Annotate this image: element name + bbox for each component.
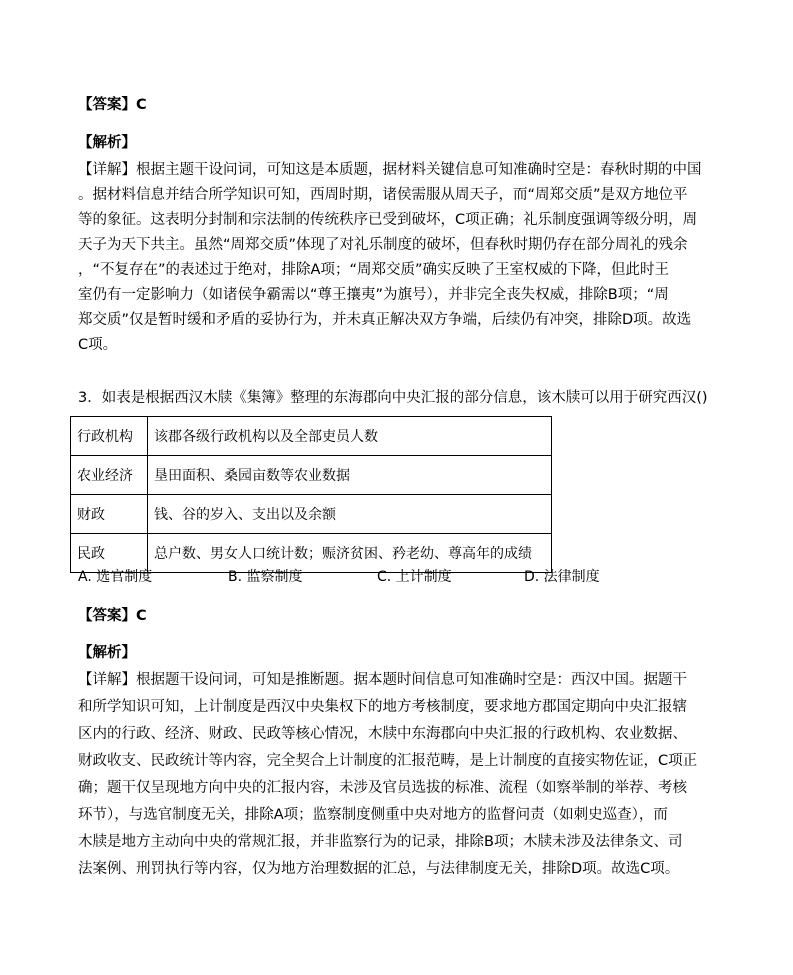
q3-option-b: B. 监察制度	[228, 569, 303, 585]
table-cell-key: 民政	[71, 534, 148, 573]
q3-question-stem: 3．如表是根据西汉木牍《集簿》整理的东海郡向中央汇报的部分信息，该木牍可以用于研究西汉()	[78, 390, 708, 406]
table-cell-key: 行政机构	[71, 417, 148, 456]
table-cell-value: 垦田面积、桑园亩数等农业数据	[148, 456, 552, 495]
q3-analysis-line: 确；题干仅呈现地方向中央的汇报内容，未涉及官员选拔的标准、流程（如察举制的举荐、考核	[78, 780, 687, 796]
q2-analysis-line: ，“不复存在”的表述过于绝对，排除A项；“周郑交质”确实反映了王室权威的下降，但此时王	[78, 262, 669, 278]
q2-analysis-line: 郑交质”仅是暂时缓和矛盾的妥协行为，并未真正解决双方争端，后续仍有冲突，排除D项。故选	[78, 312, 692, 328]
q3-option-d: D. 法律制度	[524, 569, 600, 585]
q2-analysis-line: 天子为天下共主。虽然“周郑交质”体现了对礼乐制度的破坏，但春秋时期仍存在部分周礼的残余	[78, 237, 688, 253]
q2-answer-label: 【答案】C	[78, 97, 147, 113]
table-cell-value: 总户数、男女人口统计数；赈济贫困、矜老幼、尊高年的成绩	[148, 534, 552, 573]
table-row	[71, 417, 552, 456]
q3-option-c: C. 上计制度	[377, 569, 452, 585]
table-cell-key: 农业经济	[71, 456, 148, 495]
table-row	[71, 495, 552, 534]
q3-analysis-line: 法案例、刑罚执行等内容，仅为地方治理数据的汇总，与法律制度无关，排除D项。故选C项。	[78, 861, 680, 877]
q3-data-table	[70, 416, 552, 573]
table-row	[71, 456, 552, 495]
q2-analysis-line: 【详解】根据主题干设问词，可知这是本质题，据材料关键信息可知准确时空是：春秋时期的中国	[78, 162, 702, 178]
q3-analysis-line: 区内的行政、经济、财政、民政等核心情况，木牍中东海郡向中央汇报的行政机构、农业数据、	[78, 726, 687, 742]
q3-analysis-line: 财政收支、民政统计等内容，完全契合上计制度的汇报范畴，是上计制度的直接实物佐证，C项正	[78, 753, 698, 769]
q2-analysis-label: 【解析】	[78, 135, 136, 151]
q3-answer-label: 【答案】C	[78, 608, 147, 624]
table-cell-key: 财政	[71, 495, 148, 534]
q2-analysis-line: C项。	[78, 337, 118, 353]
q3-analysis-line: 木牍是地方主动向中央的常规汇报，并非监察行为的记录，排除B项；木牍未涉及法律条文、司	[78, 834, 683, 850]
table-cell-value: 该郡各级行政机构以及全部吏员人数	[148, 417, 552, 456]
q2-analysis-line: 等的象征。这表明分封制和宗法制的传统秩序已受到破坏，C项正确；礼乐制度强调等级分明，周	[78, 212, 698, 228]
q3-option-a: A. 选官制度	[78, 569, 153, 585]
q3-analysis-label: 【解析】	[78, 645, 136, 661]
table-cell-value: 钱、谷的岁入、支出以及余额	[148, 495, 552, 534]
q2-analysis-line: 。据材料信息并结合所学知识可知，西周时期，诸侯需服从周天子，而“周郑交质”是双方地位平	[78, 187, 688, 203]
q3-analysis-line: 环节），与选官制度无关，排除A项；监察制度侧重中央对地方的监督问责（如刺史巡查），而	[78, 807, 668, 823]
q3-analysis-line: 和所学知识可知，上计制度是西汉中央集权下的地方考核制度，要求地方郡国定期向中央汇报辖	[78, 699, 687, 715]
q3-analysis-line: 【详解】根据题干设问词，可知是推断题。据本题时间信息可知准确时空是：西汉中国。据题干	[78, 672, 687, 688]
q2-analysis-line: 室仍有一定影响力（如诸侯争霸需以“尊王攘夷”为旗号），并非完全丧失权威，排除B项；“周	[78, 287, 669, 303]
